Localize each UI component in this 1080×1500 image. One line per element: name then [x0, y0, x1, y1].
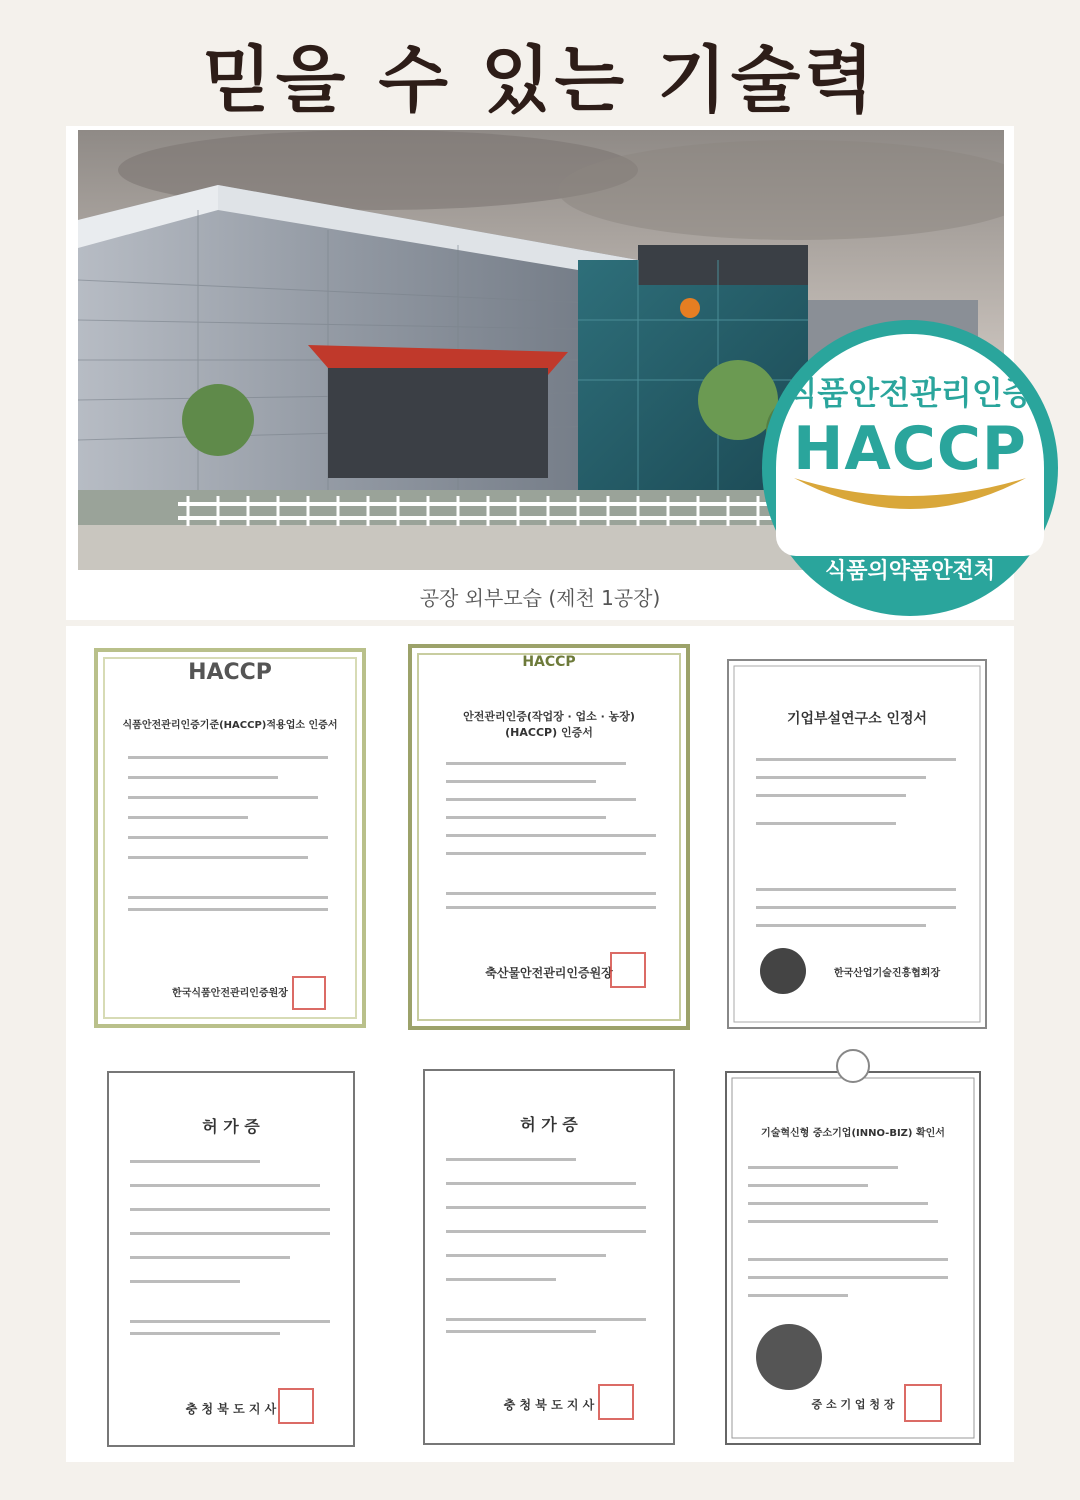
page-title: 믿을 수 있는 기술력 [202, 38, 878, 122]
seal-stamp [278, 1388, 314, 1424]
cert-issuer: 한국식품안전관리인증원장 [172, 988, 288, 999]
certificates-area [66, 626, 1014, 1462]
cert-issuer: 충 청 북 도 지 사 [503, 1398, 595, 1412]
seal-stamp [598, 1384, 634, 1420]
factory-caption: 공장 외부모습 (제천 1공장) [419, 586, 661, 610]
cert-header: HACCP [188, 660, 272, 685]
certificate-permit-2 [422, 1068, 676, 1446]
cert-issuer: 한국산업기술진흥협회장 [833, 968, 941, 979]
cert-header: HACCP [522, 654, 576, 670]
cert-title: 기업부설연구소 인정서 [786, 711, 928, 727]
cert-issuer: 중 소 기 업 청 장 [811, 1398, 895, 1411]
cert-issuer: 축산물안전관리인증원장 [485, 966, 613, 980]
seal-stamp [292, 976, 326, 1010]
badge-smile-icon [790, 470, 1030, 530]
cert-title: 기술혁신형 중소기업(INNO-BIZ) 확인서 [761, 1128, 945, 1139]
border-icon [718, 1046, 988, 1448]
badge-bottom-text: 식품의약품안전처 [824, 559, 996, 584]
cert-title: 허 가 증 [520, 1115, 578, 1134]
badge-top-text: 식품안전관리인증 [786, 374, 1034, 412]
cert-issuer: 충 청 북 도 지 사 [185, 1402, 277, 1416]
haccp-badge [762, 320, 1058, 616]
certificate-haccp-1 [92, 646, 368, 1030]
seal-stamp [904, 1384, 942, 1422]
certificate-permit-1 [106, 1070, 356, 1448]
cert-title: 안전관리인증(작업장 · 업소 · 농장) (HACCP) 인증서 [463, 710, 635, 739]
cert-title: 허 가 증 [202, 1117, 260, 1136]
certificate-haccp-2 [406, 642, 692, 1032]
certificate-research-institute [726, 658, 988, 1030]
badge-main-text: HACCP [793, 414, 1027, 484]
emblem-seal-icon [756, 1324, 822, 1390]
cert-title: 식품안전관리인증기준(HACCP)적용업소 인증서 [122, 720, 338, 731]
seal-stamp [610, 952, 646, 988]
certificate-innobiz [718, 1046, 988, 1448]
